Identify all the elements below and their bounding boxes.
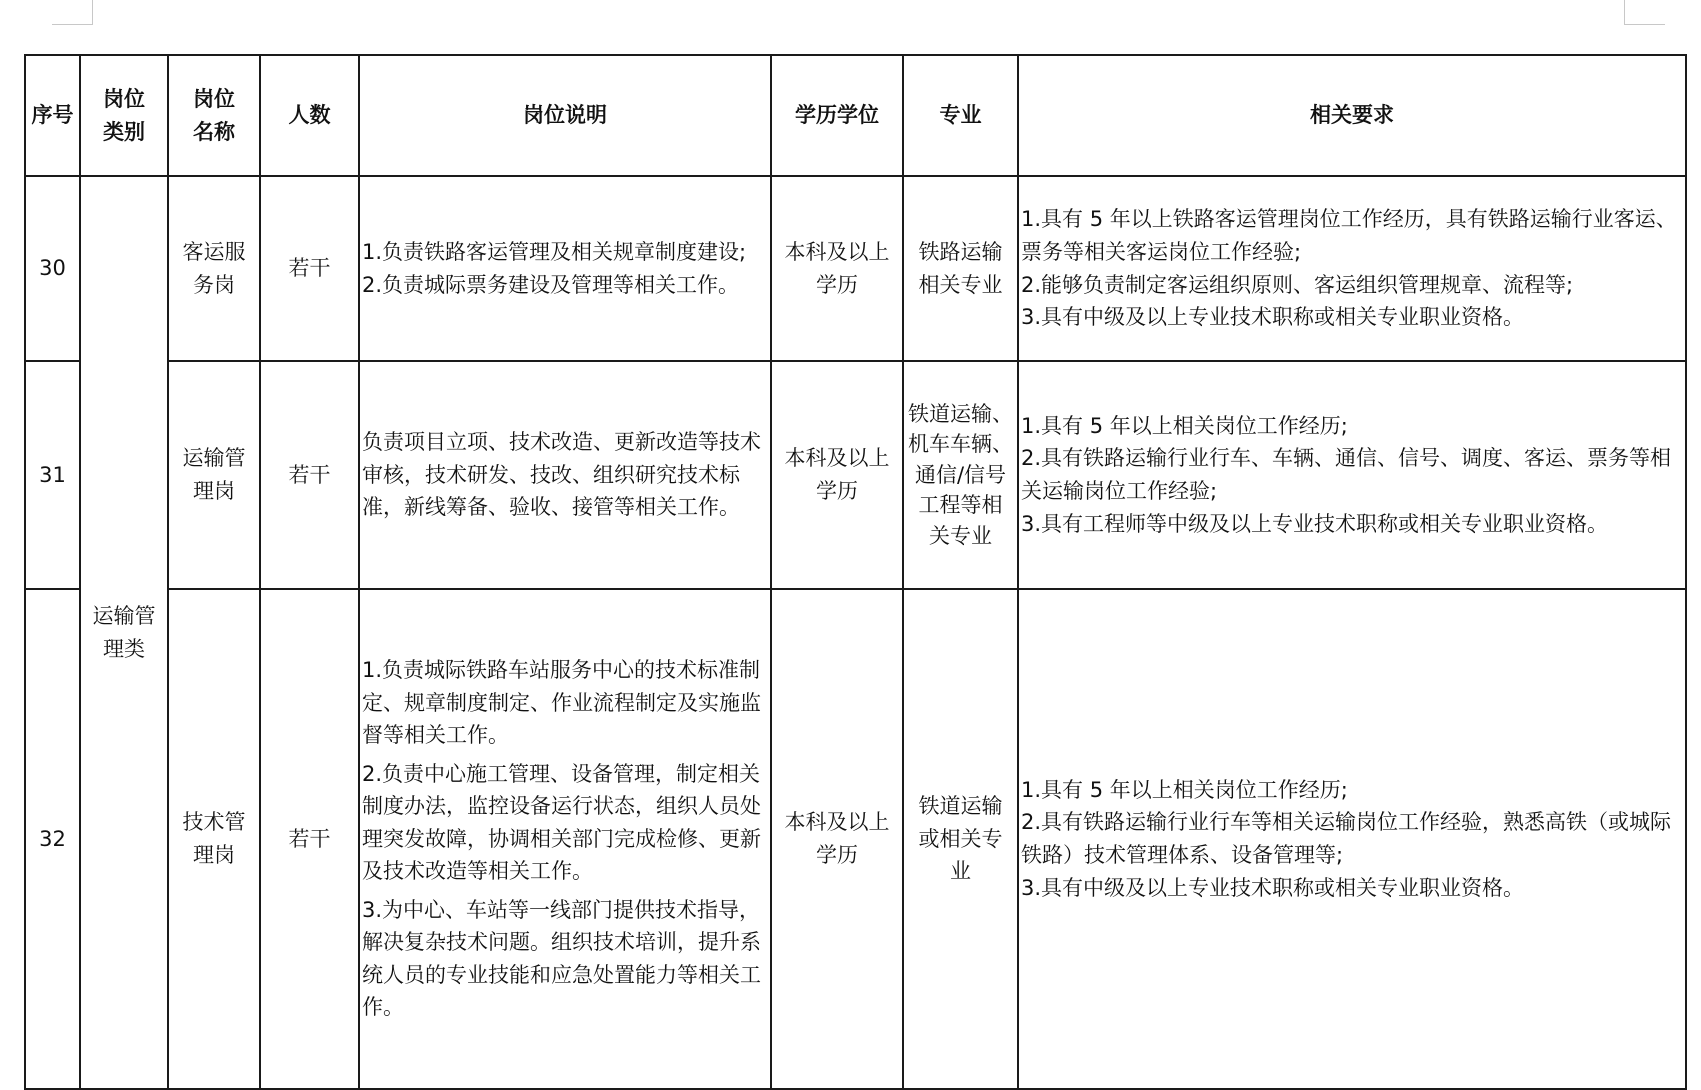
row-count: 若干: [260, 176, 359, 361]
row-position: 运输管 理岗: [168, 361, 260, 589]
table-row: [25, 589, 1686, 1089]
row-position: 客运服 务岗: [168, 176, 260, 361]
header-category: 岗位 类别: [80, 55, 168, 176]
category-cell: 运输管 理类: [80, 176, 168, 1089]
row-description: [359, 589, 771, 1089]
job-posting-table: [24, 54, 1687, 1090]
header-description: 岗位说明: [359, 55, 771, 176]
header-major: 专业: [903, 55, 1018, 176]
row-description: 1.负责铁路客运管理及相关规章制度建设; 2.负责城际票务建设及管理等相关工作。: [359, 176, 771, 361]
row-requirements: 1.具有 5 年以上相关岗位工作经历; 2.具有铁路运输行业行车、车辆、通信、信号、调度、客运、票务等相关运输岗位工作经验; 3.具有工程师等中级及以上专业技术职称或相关专业职业资格。: [1018, 361, 1686, 589]
description-paragraph: 2.负责中心施工管理、设备管理，制定相关制度办法，监控设备运行状态，组织人员处理突发故障，协调相关部门完成检修、更新及技术改造等相关工作。: [362, 761, 761, 884]
header-education: 学历学位: [771, 55, 903, 176]
header-requirements: 相关要求: [1018, 55, 1686, 176]
header-count: 人数: [260, 55, 359, 176]
row-count: 若干: [260, 589, 359, 1089]
row-count: 若干: [260, 361, 359, 589]
row-position: 技术管 理岗: [168, 589, 260, 1089]
table-header-row: [25, 55, 1686, 176]
description-paragraph: 1.负责城际铁路车站服务中心的技术标准制定、规章制度制定、作业流程制定及实施监督等相关工作。: [362, 657, 761, 748]
row-seq: 31: [25, 361, 80, 589]
header-seq: 序号: [25, 55, 80, 176]
table-row: [25, 361, 1686, 589]
page-corner-mark-right: [1624, 0, 1665, 25]
row-seq: 32: [25, 589, 80, 1089]
row-education: 本科及以上 学历: [771, 176, 903, 361]
header-position: 岗位 名称: [168, 55, 260, 176]
row-major: 铁路运输 相关专业: [903, 176, 1018, 361]
row-education: 本科及以上 学历: [771, 361, 903, 589]
row-description: 负责项目立项、技术改造、更新改造等技术审核，技术研发、技改、组织研究技术标准，新线筹备、验收、接管等相关工作。: [359, 361, 771, 589]
table-row: [25, 176, 1686, 361]
row-requirements: 1.具有 5 年以上铁路客运管理岗位工作经历，具有铁路运输行业客运、票务等相关客运岗位工作经验; 2.能够负责制定客运组织原则、客运组织管理规章、流程等; 3.具有中级及以上专业技术职称或相关专业职业资格。: [1018, 176, 1686, 361]
page-corner-mark-left: [52, 0, 93, 25]
row-seq: 30: [25, 176, 80, 361]
row-education: 本科及以上 学历: [771, 589, 903, 1089]
row-requirements: 1.具有 5 年以上相关岗位工作经历; 2.具有铁路运输行业行车等相关运输岗位工作经验，熟悉高铁（或城际铁路）技术管理体系、设备管理等; 3.具有中级及以上专业技术职称或相关专业职业资格。: [1018, 589, 1686, 1089]
description-paragraph: 3.为中心、车站等一线部门提供技术指导，解决复杂技术问题。组织技术培训，提升系统人员的专业技能和应急处置能力等相关工作。: [362, 897, 761, 1020]
row-major: 铁道运输 或相关专 业: [903, 589, 1018, 1089]
row-major: 铁道运输、 机车车辆、 通信/信号 工程等相 关专业: [903, 361, 1018, 589]
